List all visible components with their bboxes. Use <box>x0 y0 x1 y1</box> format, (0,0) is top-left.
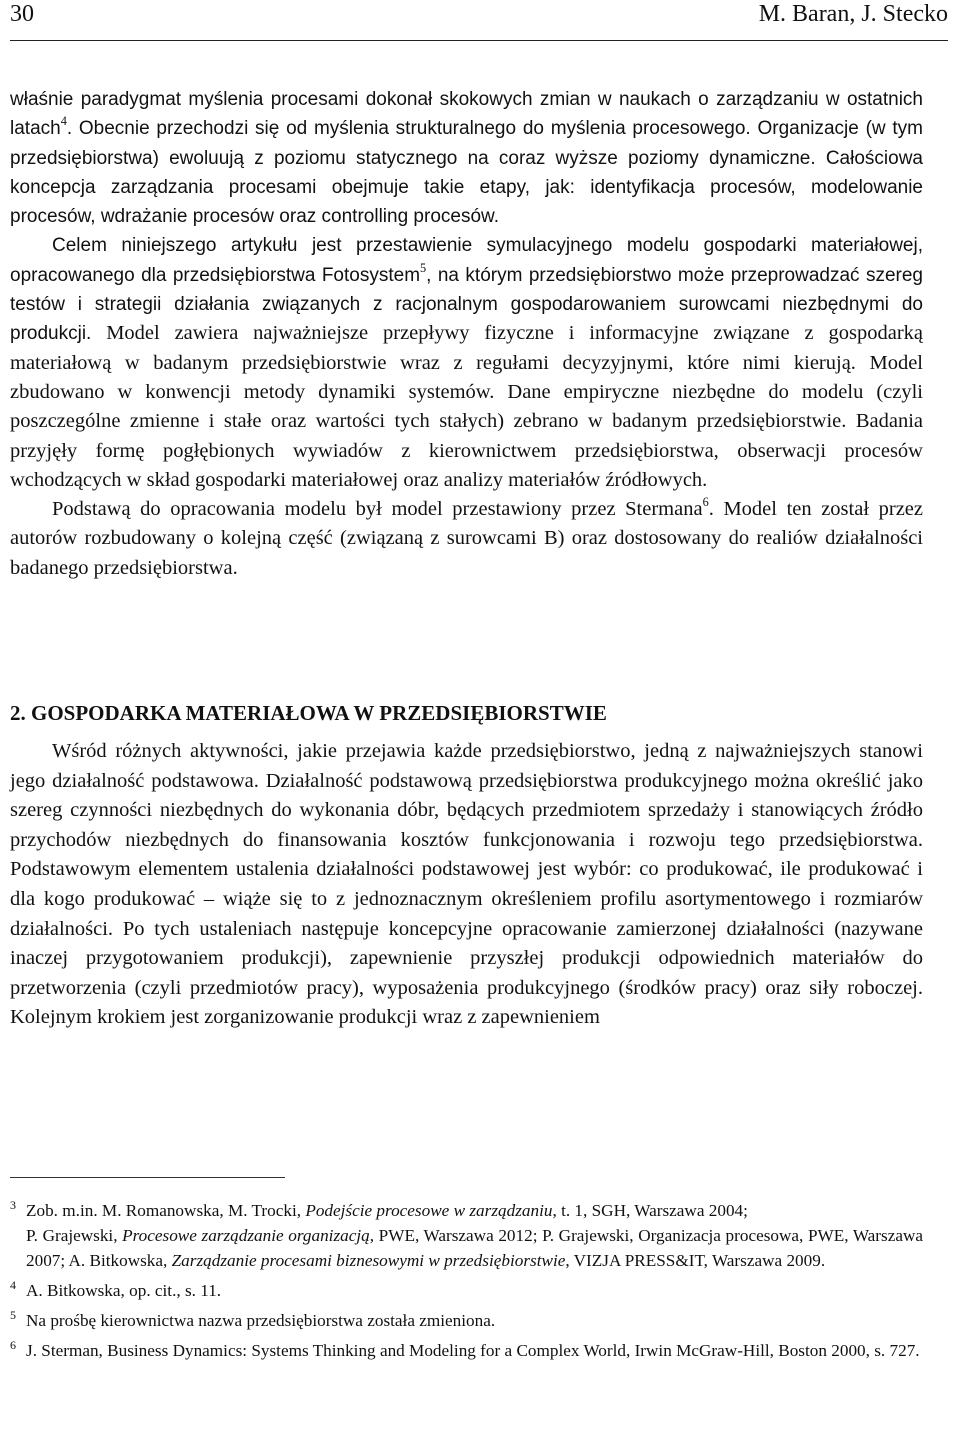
footnote-ref-4[interactable]: 4 <box>60 114 67 129</box>
footnote-4 <box>10 1278 923 1303</box>
running-header <box>10 0 948 41</box>
footnote-3 <box>10 1198 923 1273</box>
section-paragraph-1: Wśród różnych aktywności, jakie przejawia każde przedsiębiorstwo, jedną z najważniejszych stanowi jego działalność podstawowa. Działalność podstawową przedsiębiorstwa produkcyjnego można określić jako szereg czynności niezbędnych do wykonania dóbr, będących przedmiotem sprzedaży i stanowiących źródło przychodów niezbędnych do finansowania kosztów funkcjonowania i rozwoju tego przedsiębiorstwa. Podstawowym elementem ustalenia działalności podstawowej jest wybór: co produkować, ile produkować i dla kogo produkować – wiąże się to z jednoznacznym określeniem profilu asortymentowego i rozmiarów działalności. Po tych ustaleniach następuje koncepcyjne opracowanie zamierzonej działalności (nazywane inaczej przygotowaniem produkcji), zapewnienie przyszłej produkcji odpowiednich materiałów do przetworzenia (czyli przedmiotów pracy), wyposażenia produkcyjnego (środków pracy) oraz siły roboczej. Kolejnym krokiem jest zorganizowanie produkcji wraz z zapewnieniem <box>10 740 923 1029</box>
footnote-ref-5[interactable]: 5 <box>420 260 427 275</box>
footnote-marker: 5 <box>10 1308 16 1322</box>
footnote-3-title-b: Procesowe zarządzanie organizacją <box>122 1226 370 1245</box>
footnote-4-text: A. Bitkowska, op. cit., s. 11. <box>26 1281 222 1300</box>
footnote-marker: 4 <box>10 1278 16 1292</box>
paragraph-2 <box>10 231 923 495</box>
p2-text-b: , na którym przedsiębiorstwo może przeprowadzać szereg testów i strategii działania związanych z racjonalnym gospodarowaniem surowcami niezbędnymi do produkcji. <box>10 264 923 345</box>
footnote-3-title-c: Zarządzanie procesami biznesowymi w przedsiębiorstwie <box>171 1251 566 1270</box>
p1-text-c: Organizacje (w tym przedsiębiorstwa) ewoluują z poziomu statycznego na coraz wyższe poziomy dynamiczne. Całościowa koncepcja zarządzania procesami obejmuje takie etapy, jak: identyfikacja procesów, modelowanie procesów, wdrażanie procesów oraz controlling procesów. <box>10 118 923 228</box>
p3-text-a: Podstawą do opracowania modelu był model przestawiony przez Stermana <box>52 498 703 521</box>
footnote-ref-6[interactable]: 6 <box>702 495 709 510</box>
footnote-3-rest-a: , t. 1, SGH, Warszawa 2004; <box>552 1201 748 1220</box>
footnote-marker: 3 <box>10 1198 16 1212</box>
footnote-6 <box>10 1338 923 1363</box>
p3-text-b: . Model ten został przez autorów rozbudowany o kolejną część (związaną z surowcami B) oraz dostosowany do realiów działalności badanego przedsiębiorstwa. <box>10 498 923 579</box>
p1-text-a: właśnie paradygmat myślenia procesami dokonał skokowych zmian w naukach o zarządzaniu w ostatnich latach <box>10 89 923 140</box>
footnote-3-title-a: Podejście procesowe w zarządzaniu <box>305 1201 553 1220</box>
footnote-3-text-a: Zob. m.in. M. Romanowska, M. Trocki, <box>26 1201 306 1220</box>
intro-text <box>10 85 923 583</box>
section-text <box>10 737 923 1033</box>
footnote-3-rest-c: , VIZJA PRESS&IT, Warszawa 2009. <box>565 1251 826 1270</box>
paragraph-1 <box>10 85 923 231</box>
p2-text-a: Celem niniejszego artykułu jest przestawienie symulacyjnego modelu gospodarki materiałowej, opracowanego dla przedsiębiorstwa Fotosystem <box>10 235 923 286</box>
paragraph-3 <box>10 495 923 583</box>
section-heading: 2. GOSPODARKA MATERIAŁOWA W PRZEDSIĘBIORSTWIE <box>10 701 607 725</box>
footnote-5 <box>10 1308 923 1333</box>
p1-text-b: . Obecnie przechodzi się od myślenia strukturalnego do myślenia procesowego. <box>66 118 751 140</box>
page-number: 30 <box>10 1 34 27</box>
running-authors: M. Baran, J. Stecko <box>758 1 948 27</box>
footnote-3-text-b: P. Grajewski, <box>26 1226 123 1245</box>
footnote-marker: 6 <box>10 1338 16 1352</box>
footnote-3-rest-b: , PWE, Warszawa 2012; P. Grajewski, Organizacja procesowa, PWE, Warszawa 2007; A. Bitkowska, <box>26 1226 924 1270</box>
p2-text-c: Model zawiera najważniejsze przepływy fizyczne i informacyjne związane z gospodarką materiałową w badanym przedsiębiorstwie wraz z regułami decyzyjnymi, które nimi kierują. Model zbudowano w konwencji metody dynamiki systemów. Dane empiryczne niezbędne do modelu (czyli poszczególne zmienne i stałe oraz wartości tych stałych) zebrano w badanym przedsiębiorstwie. Badania przyjęły formę pogłębionych wywiadów z kierownictwem przedsiębiorstwa, obserwacji procesów wchodzących w skład gospodarki materiałowej oraz analizy materiałów źródłowych. <box>10 322 923 491</box>
footnote-divider <box>10 1177 285 1178</box>
footnotes <box>10 1198 923 1368</box>
footnote-6-text: J. Sterman, Business Dynamics: Systems Thinking and Modeling for a Complex World, Irwin McGraw-Hill, Boston 2000, s. 727. <box>26 1341 920 1360</box>
footnote-5-text: Na prośbę kierownictwa nazwa przedsiębiorstwa została zmieniona. <box>26 1311 496 1330</box>
